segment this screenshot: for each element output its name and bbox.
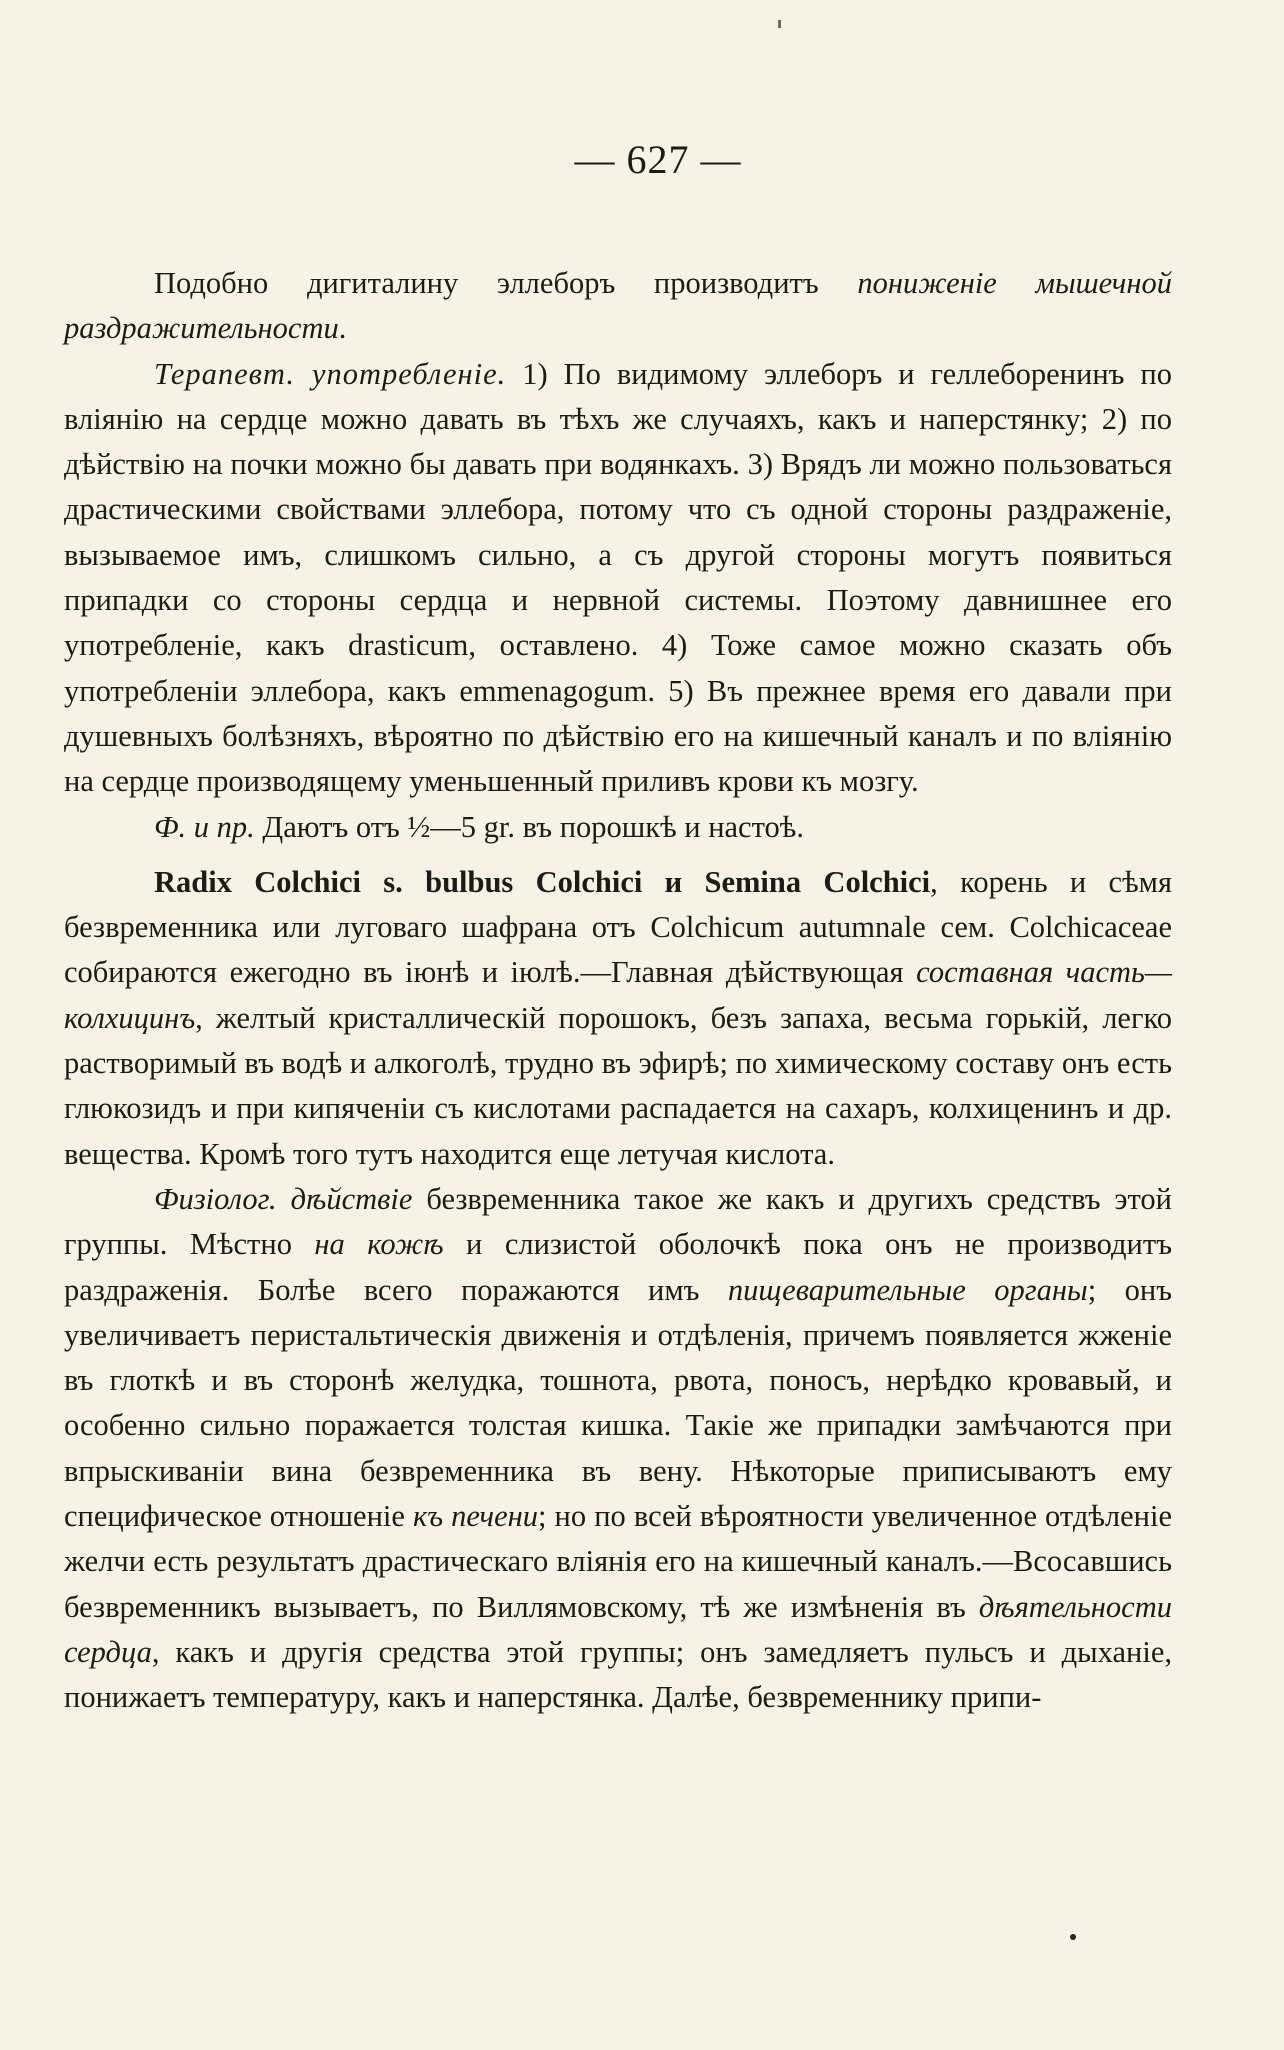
emphasis-heart-activity: дѣятельности сердца <box>64 1589 1172 1669</box>
emphasis-on-skin: на кожѣ <box>314 1227 444 1262</box>
paragraph-digitalin <box>64 261 1172 352</box>
paragraph-therapeutic-use <box>64 352 1172 805</box>
text-run: безвременника такое же какъ и другихъ средствъ этой группы. Мѣстно <box>64 1181 1172 1262</box>
emphasis-muscle-irritability: пониженіе мышечной раздражительности <box>64 266 1172 346</box>
heading-physiological-action: Физіолог. дѣйствіе <box>154 1181 413 1216</box>
latin-term-emmenagogum: emmenagogum <box>459 673 648 708</box>
text-run: Подобно дигиталину эллеборъ производитъ <box>154 266 858 300</box>
text-run: ; но по всей вѣроятности увеличенное отдѣленіе желчи есть результатъ драстическаго вліянія его на кишечный каналъ.—Всосавшись безвременникъ вызываетъ, по Виллямовскому, тѣ же измѣненія въ <box>64 1499 1172 1624</box>
text-run: ; онъ увеличиваетъ перистальтическія движенія и отдѣленія, причемъ появляется жженіе въ глоткѣ и въ сторонѣ желудка, тошнота, рвота, поносъ, нерѣдко кровавый, и особенно сильно поражается толстая кишка. Такіе же припадки замѣчаются при впрыскиваніи вина безвременника въ вену. Нѣкоторые приписываютъ ему специфическое отношеніе <box>64 1272 1172 1534</box>
heading-dosage: Ф. и пр. <box>154 809 255 844</box>
text-run: , какъ и другія средства этой группы; онъ замедляетъ пульсъ и дыханіе, понижаетъ температуру, какъ и наперстянка. Далѣе, безвременнику припи- <box>64 1634 1172 1715</box>
text-run: , оставлено. 4) Тоже самое можно сказать объ употребленіи эллебора, какъ <box>64 628 1172 708</box>
text-run: , желтый кристаллическій порошокъ, безъ запаха, весьма горькій, легко растворимый въ водѣ и алкоголѣ, трудно въ эфирѣ; по химическому составу онъ есть глюкозидъ и при кипяченіи съ кислотами распадается на сахаръ, колхиценинъ и др. вещества. Кромѣ того тутъ находится еще летучая кислота. <box>64 1000 1172 1171</box>
text-run: , корень и сѣмя безвременника или луговаго шафрана отъ Colchicum autumnale сем. Colchicaceae собираются ежегодно въ іюнѣ и іюлѣ.—Главная дѣйствующая <box>64 864 1172 990</box>
text-run: 1) По видимому эллеборъ и геллеборенинъ по вліянію на сердце можно давать въ тѣхъ же случаяхъ, какъ и наперстянку; 2) по дѣйствію на почки можно бы давать при водянкахъ. 3) Врядъ ли можно пользоваться драстическими свойствами эллебора, потому что съ одной стороны раздраженіе, вызываемое имъ, слишкомъ сильно, а съ другой стороны могутъ появиться припадки со стороны сердца и нервной системы. Поэтому давнишнее его употребленіе, какъ <box>64 356 1172 663</box>
paragraph-colchicum <box>64 860 1172 1177</box>
text-run: и слизистой оболочкѣ пока онъ не производитъ раздраженія. Болѣе всего поражаются имъ <box>64 1227 1172 1307</box>
latin-heading-colchicum: Radix Colchici s. bulbus Colchici и Semina Colchici <box>154 864 931 899</box>
emphasis-to-liver: къ печени <box>412 1499 539 1534</box>
paragraph-dosage <box>64 805 1172 850</box>
latin-term-drasticum: drasticum <box>348 628 469 663</box>
heading-therapeutic-use: Терапевт. употребленіе. <box>154 356 507 391</box>
body-text <box>64 261 1172 1721</box>
scan-mark <box>778 20 781 28</box>
text-run: Даютъ отъ ½—5 gr. въ порошкѣ и настоѣ. <box>254 809 804 844</box>
text-run: . 5) Въ прежнее время его давали при душевныхъ болѣзняхъ, вѣроятно по дѣйствію его на кишечный каналъ и по вліянію на сердце производящему уменьшенный приливъ крови къ мозгу. <box>64 673 1172 799</box>
paragraph-physiology <box>64 1177 1172 1721</box>
text-run: . <box>338 311 347 346</box>
emphasis-digestive-organs: пищеварительные органы <box>727 1272 1088 1307</box>
page-number: — 627 — <box>574 137 742 182</box>
emphasis-active-ingredient: составная часть—колхицинъ <box>64 955 1173 1035</box>
scan-speck <box>1070 1934 1076 1940</box>
